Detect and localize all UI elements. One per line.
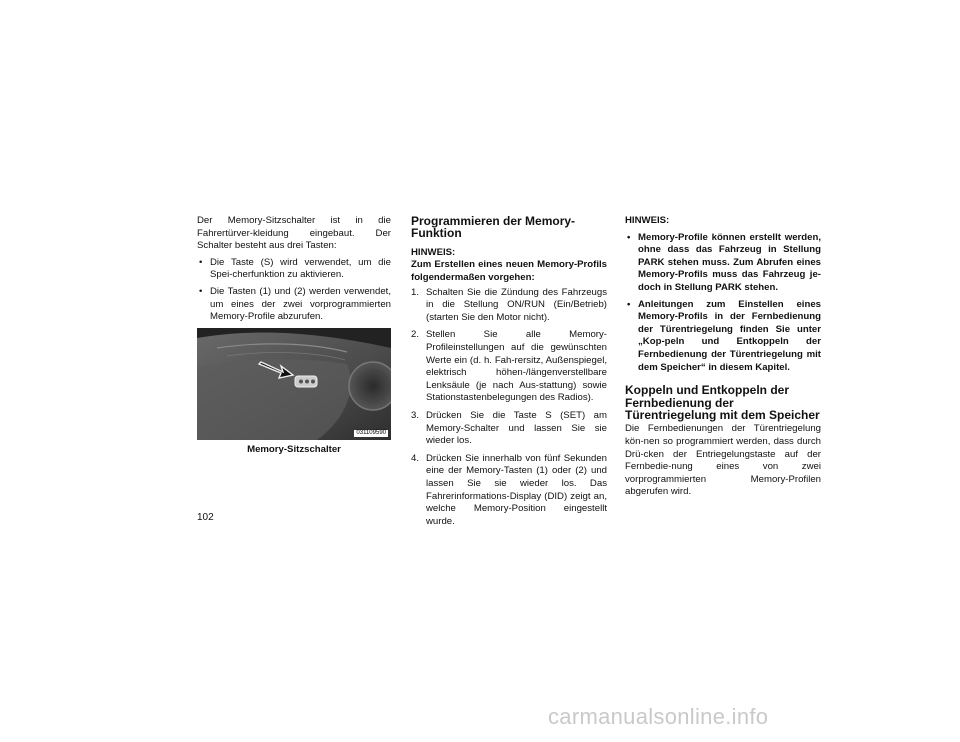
memory-seat-switch-photo [197, 328, 391, 440]
step-text: Schalten Sie die Zündung des Fahrzeugs in die Stellung ON/RUN (Ein/Betrieb) (starten Sie den Motor nicht). [426, 286, 607, 323]
step-text: Stellen Sie alle Memory-Profileinstellungen auf die gewünschten Werte ein (d. h. Fah-rersitz, Außenspiegel, elektrisch höhen-/längenverstellbare Lenksäule (je nach Aus-stattung) sowie Stationstastenbelegungen des Radios). [426, 329, 607, 404]
step-text: Drücken Sie die Taste S (SET) am Memory-Schalter und lassen Sie sie wieder los. [426, 409, 607, 447]
page-number: 102 [197, 512, 214, 523]
column-left [197, 215, 391, 456]
note-text: Zum Erstellen eines neuen Memory-Profils folgendermaßen vorgehen: [411, 259, 607, 283]
door-panel-illustration [197, 328, 391, 440]
note-label: HINWEIS: [411, 246, 456, 258]
column-middle [411, 215, 607, 533]
section-heading: Programmieren der Memory-Funktion [411, 214, 576, 241]
watermark: carmanualsonline.info [548, 704, 769, 729]
list-item [411, 453, 607, 529]
step-number: 2. [411, 329, 420, 341]
list-item [411, 287, 607, 325]
figure-caption: Memory-Sitzschalter [247, 443, 341, 455]
button-description-list [197, 257, 391, 324]
intro-paragraph: Der Memory-Sitzschalter ist in die Fahrertürver-kleidung eingebaut. Der Schalter besteht aus drei Tasten: [197, 215, 391, 252]
step-number: 1. [411, 286, 420, 298]
list-item: • Die Taste (S) wird verwendet, um die Spei-cherfunktion zu aktivieren. [197, 257, 391, 282]
note-label: HINWEIS: [625, 215, 670, 226]
section-heading: Koppeln und Entkoppeln der Fernbedienung der Türentriegelung mit dem Speicher [625, 383, 820, 422]
step-text: Drücken Sie innerhalb von fünf Sekunden eine der Memory-Tasten (1) oder (2) und lassen Sie sie wieder los. Das Fahrerinformations-Display (DID) zeigt an, welche Memory-Position eingestellt wurde. [426, 452, 607, 527]
body-paragraph: Die Fernbedienungen der Türentriegelung kön-nen so programmiert werden, dass durch Drü-cken der Entriegelungstaste auf der Fernbedie-nung eines von zwei vorprogrammierten Memory-Profilen abgerufen wird. [625, 423, 821, 498]
step-number: 4. [411, 452, 420, 464]
step-number: 3. [411, 409, 420, 421]
list-item [411, 329, 607, 405]
list-item: • Anleitungen zum Einstellen eines Memory-Profils in der Fernbedienung der Türentriegelung finden Sie unter „Kop-peln und Entkoppeln der Fernbedienung der Türentriegelung mit dem Speicher“ in diesem Kapitel. [625, 299, 821, 375]
list-item: • Memory-Profile können erstellt werden, ohne dass das Fahrzeug in Stellung PARK stehen muss. Zum Abrufen eines Memory-Profils muss das Fahrzeug je-doch in Stellung PARK stehen. [625, 232, 821, 295]
steps-list [411, 287, 607, 529]
list-item: • Die Tasten (1) und (2) werden verwendet, um eines der zwei vorprogrammierten Memory-Profile abzurufen. [197, 286, 391, 324]
column-right [625, 215, 821, 499]
list-item [411, 410, 607, 448]
note-list [625, 232, 821, 375]
figure-code: 031109590 [356, 429, 386, 436]
